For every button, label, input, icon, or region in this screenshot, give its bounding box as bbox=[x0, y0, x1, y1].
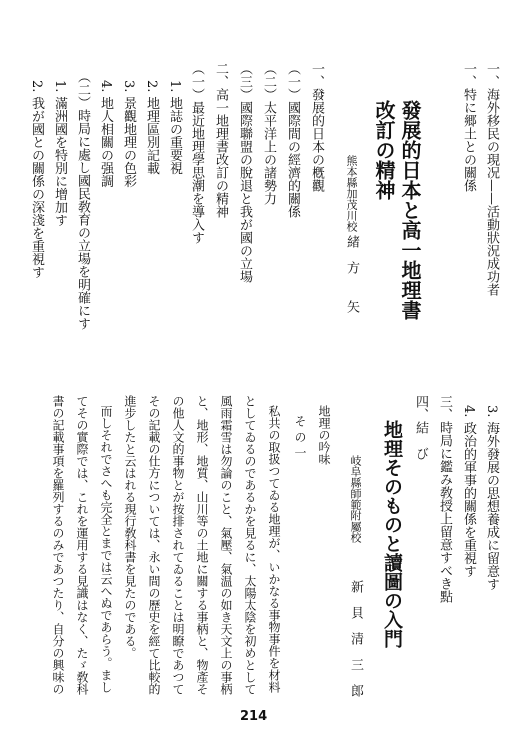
toc-item: 3. 景觀地理の色彩 bbox=[121, 80, 136, 188]
page-number: 214 bbox=[240, 709, 268, 724]
toc-item: （二）太平洋上の諸勢力 bbox=[261, 62, 276, 205]
toc-item: 三、時局に鑑み敎授上留意すべき點 bbox=[437, 395, 452, 603]
author-name: 緒 方 矢 bbox=[344, 235, 359, 313]
author-school: 熊本縣加茂川校 bbox=[345, 155, 358, 232]
article-title: 地理そのものと讀圖の入門 bbox=[381, 420, 403, 648]
body-line: としてゐるのであるかを見るに、太陽太陰を初めとして bbox=[243, 395, 257, 695]
toc-item: （二）時局に處し國民敎育の立場を明確にす bbox=[75, 70, 90, 330]
toc-item: 4. 政治的軍事的關係を重視す bbox=[461, 405, 476, 578]
toc-item: 1. 滿洲國を特別に增加す bbox=[52, 80, 67, 227]
toc-item: 一、發展的日本の槪觀 bbox=[309, 62, 324, 192]
toc-item: （一）最近地理學思潮を導入す bbox=[189, 62, 204, 244]
toc-item: 一、海外移民の現况——活動狀況成功者 bbox=[484, 62, 499, 296]
toc-item: 一、特に郷土との關係 bbox=[461, 62, 476, 192]
body-line: と、地形、地質、山川等の土地に關する事柄と、物產そ bbox=[195, 395, 209, 695]
toc-item: （三）國際聯盟の脫退と我が國の立場 bbox=[237, 62, 252, 283]
toc-item: （一）國際間の經濟的關係 bbox=[285, 62, 300, 218]
article-title-line2: 改訂の精神 bbox=[372, 100, 396, 200]
body-line: 書の記載事項を羅列するのみであつたり、自分の興味の bbox=[51, 395, 65, 695]
body-line: 風雨霜雪は勿論のこと、氣壓、氣温の如き天文上の事柄 bbox=[219, 395, 233, 695]
subheading: そ の 一 bbox=[293, 415, 307, 459]
toc-item: 四、結 び bbox=[413, 395, 428, 460]
body-line: てその實際では、これを運用する見識はなく、たゞ敎科 bbox=[75, 395, 89, 695]
body-line: その記載の仕方については、永い間の歷史を經て比較的 bbox=[147, 395, 161, 695]
author-name: 新 貝 清 三 郎 bbox=[348, 580, 363, 697]
toc-item: 2. 地理區別記載 bbox=[144, 80, 159, 175]
toc-item: 2. 我が國との關係の深淺を重視す bbox=[29, 80, 44, 279]
body-line: 進步したと云はれる現行敎科書を見たのである。 bbox=[123, 395, 137, 659]
body-line: 而しそれでさへも完全とまでは云へぬであらう。まし bbox=[99, 405, 113, 693]
toc-item: 4. 地人相關の强調 bbox=[98, 80, 113, 188]
toc-item: 1. 地誌の重要視 bbox=[167, 80, 182, 175]
body-line: 私共の取扱つてゐる地理が、いかなる事物事件を材料 bbox=[267, 405, 281, 693]
body-line: の他人文的事物とが按排されてゐることは明瞭であつて bbox=[171, 395, 185, 695]
section-heading: 地理の吟味 bbox=[317, 405, 331, 465]
toc-item: 3. 海外發展の思想養成に留意す bbox=[484, 405, 499, 591]
toc-item: 二、高一地理書改訂の精神 bbox=[213, 62, 228, 218]
article-title-line1: 發展的日本と高一地理書 bbox=[398, 100, 422, 320]
author-school: 岐阜縣師範附屬校 bbox=[349, 455, 362, 543]
